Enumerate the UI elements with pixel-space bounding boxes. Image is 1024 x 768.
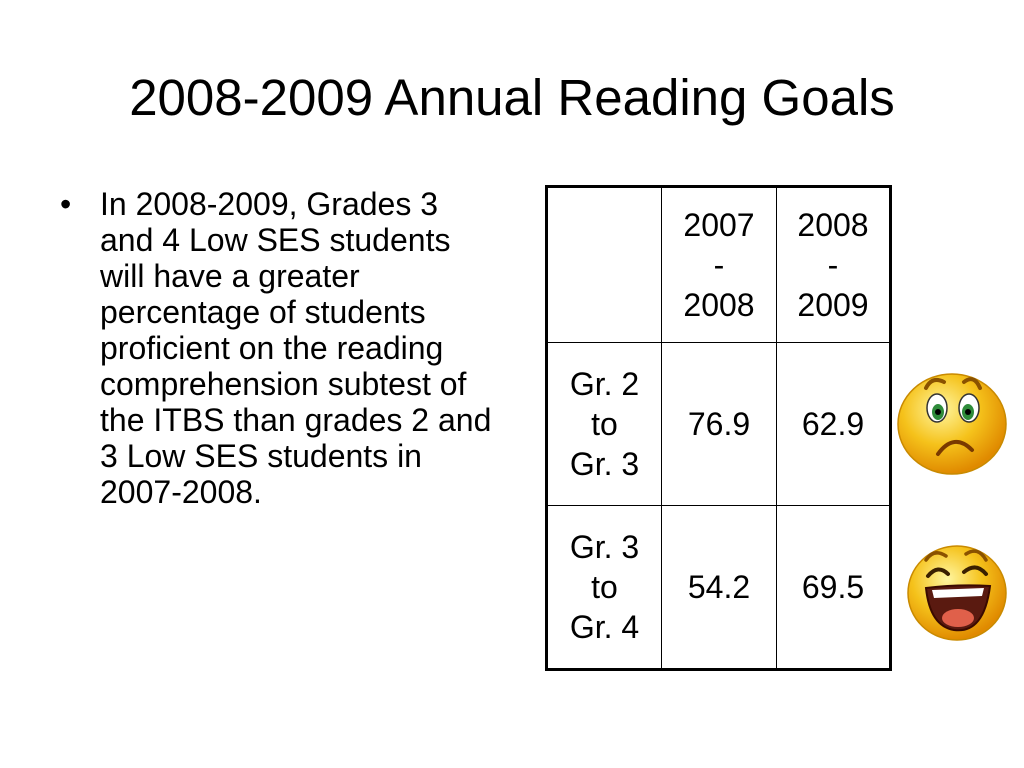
column-header-line: 2008 — [797, 207, 869, 243]
row-header-line: Gr. 3 — [569, 446, 640, 482]
row-header-line: Gr. 3 — [569, 529, 640, 565]
reading-scores-table — [545, 185, 892, 671]
table-header-row — [547, 187, 891, 343]
column-header-line: 2008 — [683, 287, 755, 323]
column-header-2007-2008 — [662, 187, 777, 343]
row-header-line: Gr. 4 — [569, 609, 640, 645]
table-corner-cell — [547, 187, 662, 343]
table-cell: 62.9 — [777, 343, 891, 506]
table-row — [547, 343, 891, 506]
row-header-gr2-gr3 — [547, 343, 662, 506]
column-header-2008-2009 — [777, 187, 891, 343]
column-header-line: - — [827, 247, 839, 283]
table-row — [547, 506, 891, 670]
row-header-line: Gr. 2 — [569, 366, 640, 402]
sad-face-icon — [894, 366, 1010, 478]
column-header-line: 2007 — [683, 207, 755, 243]
table-cell: 69.5 — [777, 506, 891, 670]
bullet-item — [60, 186, 500, 510]
column-header-line: 2009 — [797, 287, 869, 323]
slide-title: 2008-2009 Annual Reading Goals — [129, 69, 895, 126]
bullet-text: In 2008-2009, Grades 3 and 4 Low SES students will have a greater percentage of students proficient on the reading comprehension subtest of the ITBS than grades 2 and 3 Low SES students in 2007-2008. — [100, 186, 492, 510]
bullet-dot-icon: • — [60, 186, 72, 222]
laughing-face-icon — [904, 538, 1010, 644]
table-cell: 76.9 — [662, 343, 777, 506]
row-header-line: to — [591, 406, 618, 442]
column-header-line: - — [713, 247, 725, 283]
table-cell: 54.2 — [662, 506, 777, 670]
row-header-line: to — [591, 569, 618, 605]
row-header-gr3-gr4 — [547, 506, 662, 670]
bullet-list — [60, 186, 500, 510]
